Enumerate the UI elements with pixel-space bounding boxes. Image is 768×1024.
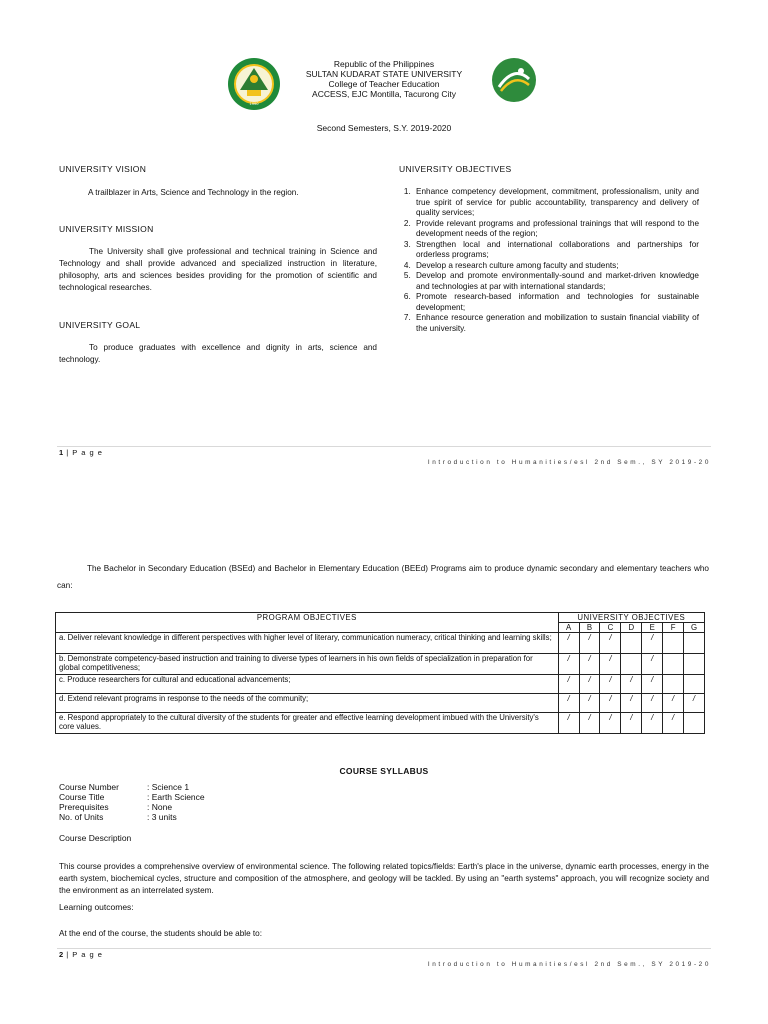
mark: / bbox=[600, 633, 621, 654]
footer-divider bbox=[57, 446, 711, 447]
objective-item: 5. Develop and promote environmentally-sound and market-driven knowledge and technologies at par with international standards; bbox=[413, 271, 699, 292]
footer-course-2: Introduction to Humanities/esl 2nd Sem., SY 2019-20 bbox=[427, 961, 711, 968]
mark bbox=[684, 654, 705, 675]
objective-item: 7. Enhance resource generation and mobilization to sustain financial viability of the university. bbox=[413, 313, 699, 334]
page-label: | P a g e bbox=[66, 448, 103, 457]
objectives-list bbox=[399, 187, 699, 334]
course-info-row: Course Title : Earth Science bbox=[59, 792, 205, 802]
table-head-program: PROGRAM OBJECTIVES bbox=[56, 613, 559, 633]
mark: / bbox=[684, 694, 705, 713]
university-seal bbox=[227, 57, 281, 111]
goal-text: To produce graduates with excellence and dignity in arts, science and technology. bbox=[59, 343, 377, 364]
goal-title: UNIVERSITY GOAL bbox=[59, 320, 141, 330]
course-info-row: No. of Units : 3 units bbox=[59, 812, 177, 822]
table-head-university: UNIVERSITY OBJECTIVES bbox=[558, 613, 704, 623]
course-info-row: Course Number : Science 1 bbox=[59, 782, 190, 792]
objectives-title: UNIVERSITY OBJECTIVES bbox=[399, 164, 512, 174]
mark bbox=[663, 675, 684, 694]
mark: / bbox=[579, 654, 600, 675]
mark: / bbox=[663, 713, 684, 734]
table-header-row bbox=[56, 613, 705, 623]
mark: / bbox=[558, 713, 579, 734]
mark: / bbox=[600, 654, 621, 675]
mark: / bbox=[621, 713, 642, 734]
vision-text: A trailblazer in Arts, Science and Technology in the region. bbox=[88, 188, 299, 197]
mark: / bbox=[600, 694, 621, 713]
col-d: D bbox=[621, 623, 642, 633]
mark: / bbox=[600, 713, 621, 734]
table-row bbox=[56, 694, 705, 713]
table-row bbox=[56, 675, 705, 694]
header-line-college: College of Teacher Education bbox=[328, 79, 440, 89]
mark: / bbox=[642, 675, 663, 694]
mark: / bbox=[642, 654, 663, 675]
semester-line: Second Semesters, S.Y. 2019-2020 bbox=[316, 123, 452, 133]
outcomes-intro: At the end of the course, the students should be able to: bbox=[59, 929, 263, 938]
footer-course-1: Introduction to Humanities/esl 2nd Sem., SY 2019-20 bbox=[427, 459, 711, 466]
page-label: | P a g e bbox=[66, 950, 103, 959]
objective-item: 3. Strengthen local and international collaborations and partnerships for orderless programs; bbox=[413, 240, 699, 261]
table-row bbox=[56, 633, 705, 654]
mark bbox=[621, 633, 642, 654]
col-f: F bbox=[663, 623, 684, 633]
page-number-2 bbox=[59, 950, 103, 959]
objective-item: 1. Enhance competency development, commitment, professionalism, unity and true spirit of service for public accountability, transparency and delivery of quality services; bbox=[413, 187, 699, 219]
row-text: c. Produce researchers for cultural and educational advancements; bbox=[56, 675, 559, 694]
course-info bbox=[59, 782, 205, 822]
description-title: Course Description bbox=[59, 833, 132, 843]
row-text: b. Demonstrate competency-based instruction and training to diverse types of learners in his own fields of specialization in preparation for global competitiveness; bbox=[56, 654, 559, 675]
mark: / bbox=[621, 675, 642, 694]
objective-item: 6. Promote research-based information and technologies for sustainable development; bbox=[413, 292, 699, 313]
program-intro: The Bachelor in Secondary Education (BSEd) and Bachelor in Elementary Education (BEEd) Programs aim to produce dynamic secondary and elementary teachers who can: bbox=[57, 564, 709, 590]
college-logo bbox=[491, 57, 537, 103]
description-text: This course provides a comprehensive overview of environmental science. The following related topics/fields: Earth's place in the universe, dynamic earth processes, energy in the earth system, biochemical cycles, structure and composition of the atmosphere, and geology will be tackled. By using an "earth systems" approach, you will recognize society and the environment as an interrelated system. bbox=[59, 862, 709, 895]
mark: / bbox=[579, 675, 600, 694]
mark: / bbox=[642, 633, 663, 654]
page-num: 2 bbox=[59, 950, 64, 959]
header-block bbox=[284, 59, 484, 99]
row-text: d. Extend relevant programs in response to the needs of the community; bbox=[56, 694, 559, 713]
mark: / bbox=[579, 713, 600, 734]
mark bbox=[663, 633, 684, 654]
page-number-1 bbox=[59, 448, 103, 457]
header-line-republic: Republic of the Philippines bbox=[333, 59, 435, 69]
col-g: G bbox=[684, 623, 705, 633]
mark: / bbox=[558, 633, 579, 654]
outcomes-title: Learning outcomes: bbox=[59, 902, 134, 912]
mark bbox=[684, 675, 705, 694]
objective-item: 4. Develop a research culture among faculty and students; bbox=[413, 261, 699, 272]
row-text: e. Respond appropriately to the cultural diversity of the students for greater and effective learning development imbued with the University's core values. bbox=[56, 713, 559, 734]
header-line-address: ACCESS, EJC Montilla, Tacurong City bbox=[312, 89, 456, 99]
col-e: E bbox=[642, 623, 663, 633]
col-a: A bbox=[558, 623, 579, 633]
table-row bbox=[56, 654, 705, 675]
mark bbox=[684, 633, 705, 654]
syllabus-title: COURSE SYLLABUS bbox=[339, 766, 429, 776]
mark: / bbox=[642, 694, 663, 713]
col-c: C bbox=[600, 623, 621, 633]
mark: / bbox=[558, 654, 579, 675]
header-line-university: SULTAN KUDARAT STATE UNIVERSITY bbox=[305, 69, 463, 79]
course-info-row: Prerequisites : None bbox=[59, 802, 173, 812]
svg-text:1990: 1990 bbox=[249, 101, 259, 106]
page-num: 1 bbox=[59, 448, 64, 457]
mark: / bbox=[558, 675, 579, 694]
mark: / bbox=[642, 713, 663, 734]
mark: / bbox=[663, 694, 684, 713]
mark bbox=[621, 654, 642, 675]
table-row bbox=[56, 713, 705, 734]
mark: / bbox=[600, 675, 621, 694]
mark bbox=[684, 713, 705, 734]
footer-divider bbox=[57, 948, 711, 949]
mark: / bbox=[558, 694, 579, 713]
mark: / bbox=[579, 633, 600, 654]
mission-text: The University shall give professional and technical training in Science and Technology and shall provide advanced and specialized instruction in literature, philosophy, arts and sciences besides providing for the promotion of scientific and technological researches. bbox=[59, 247, 377, 292]
mark: / bbox=[579, 694, 600, 713]
objective-item: 2. Provide relevant programs and professional trainings that will respond to the development needs of the region; bbox=[413, 219, 699, 240]
vision-title: UNIVERSITY VISION bbox=[59, 164, 147, 174]
mark: / bbox=[621, 694, 642, 713]
mark bbox=[663, 654, 684, 675]
row-text: a. Deliver relevant knowledge in different perspectives with higher level of literary, communication numeracy, critical thinking and learning skills; bbox=[56, 633, 559, 654]
col-b: B bbox=[579, 623, 600, 633]
program-objectives-table bbox=[55, 612, 705, 734]
mission-title: UNIVERSITY MISSION bbox=[59, 224, 154, 234]
